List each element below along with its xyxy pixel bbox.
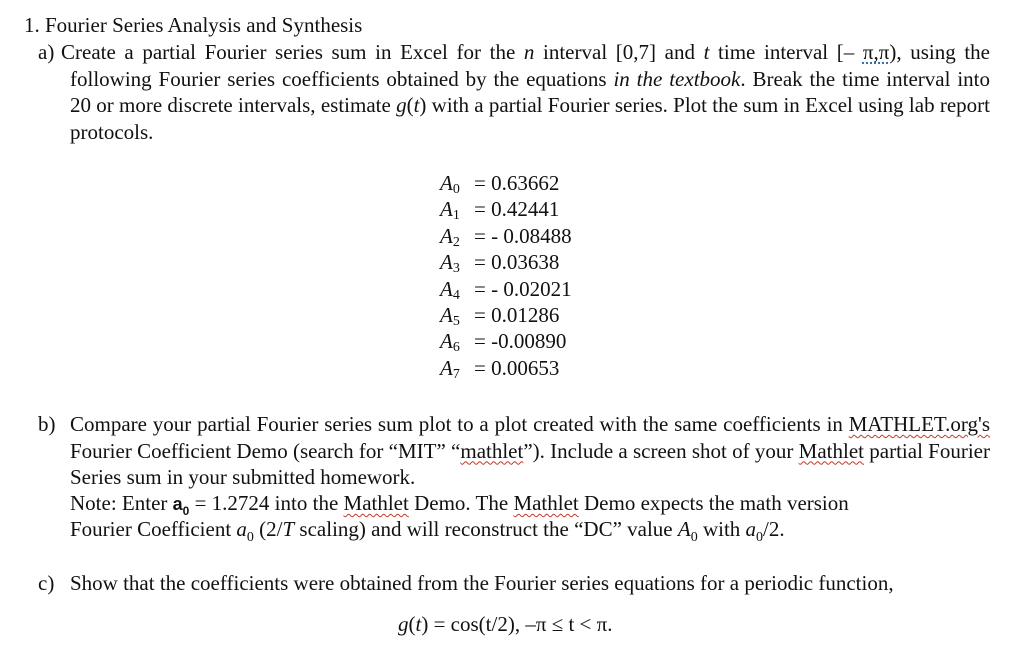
coefficient-row <box>440 223 572 249</box>
coefficient-row <box>440 276 572 302</box>
coefficient-name: $A_1$ <box>440 197 460 224</box>
coefficient-row <box>440 170 572 196</box>
coefficient-name: $A_3$ <box>440 250 460 277</box>
coefficient-name: $A_5$ <box>440 302 460 329</box>
coefficient-row <box>440 302 572 328</box>
part-b-note-line2: Fourier Coefficient $a_0$ (2/T scaling) and will reconstruct the “DC” value $A_0$ with $a_0/2$. <box>70 517 785 546</box>
coefficient-value: = - 0.02021 <box>474 276 572 301</box>
coefficient-value: = 0.01286 <box>474 302 560 327</box>
pi-interval: π,π <box>862 40 890 64</box>
coefficient-value: = 0.03638 <box>474 250 560 275</box>
coefficient-name: $A_0$ <box>440 171 460 197</box>
coefficient-value: = 0.63662 <box>474 171 560 195</box>
coefficient-row <box>440 328 572 354</box>
coefficient-row <box>440 249 572 275</box>
part-b-label: b) <box>38 412 56 436</box>
part-b-note: Note: Enter $a_0 = 1.2724$ into the Mathlet Demo. The Mathlet Demo expects the math version <box>70 491 849 519</box>
part-c-equation: g(t) = cos(t/2), –π ≤ t < π. <box>398 612 613 636</box>
coefficient-row <box>440 355 572 381</box>
part-c-label: c) <box>38 571 55 595</box>
coefficient-row <box>440 196 572 222</box>
coefficient-value: = 0.00653 <box>474 355 560 380</box>
coefficient-value: = - 0.08488 <box>474 223 572 248</box>
part-c-text: Show that the coefficients were obtained from the Fourier series equations for a periodic function, <box>70 571 894 595</box>
section-title: 1. Fourier Series Analysis and Synthesis <box>24 13 363 37</box>
coefficient-value: = 0.42441 <box>474 197 560 222</box>
part-a-text: Create a partial Fourier series sum in Excel for the n interval [0,7] and t time interval [– π,π), using the following Fourier series coefficients obtained by the equations in the textbook. Break the time interval into 20 or more discrete intervals, estimate g(t) with a partial Fourier series. Plot the sum in Excel using lab report protocols. <box>61 40 990 144</box>
coefficient-name: $A_4$ <box>440 276 460 303</box>
coefficient-name: $A_7$ <box>440 355 460 382</box>
coefficient-name: $A_6$ <box>440 329 460 356</box>
part-b-text: Compare your partial Fourier series sum plot to a plot created with the same coefficients in MATHLET.org's Fourier Coefficient Demo (search for “MIT” “mathlet”). Include a screen shot of your Mathlet partial Fourier Series sum in your submitted homework. <box>70 412 990 489</box>
coefficient-name: $A_2$ <box>440 223 460 250</box>
coefficient-value: = -0.00890 <box>474 329 567 354</box>
part-a-label: a) <box>38 40 55 64</box>
coefficient-list <box>440 170 572 381</box>
